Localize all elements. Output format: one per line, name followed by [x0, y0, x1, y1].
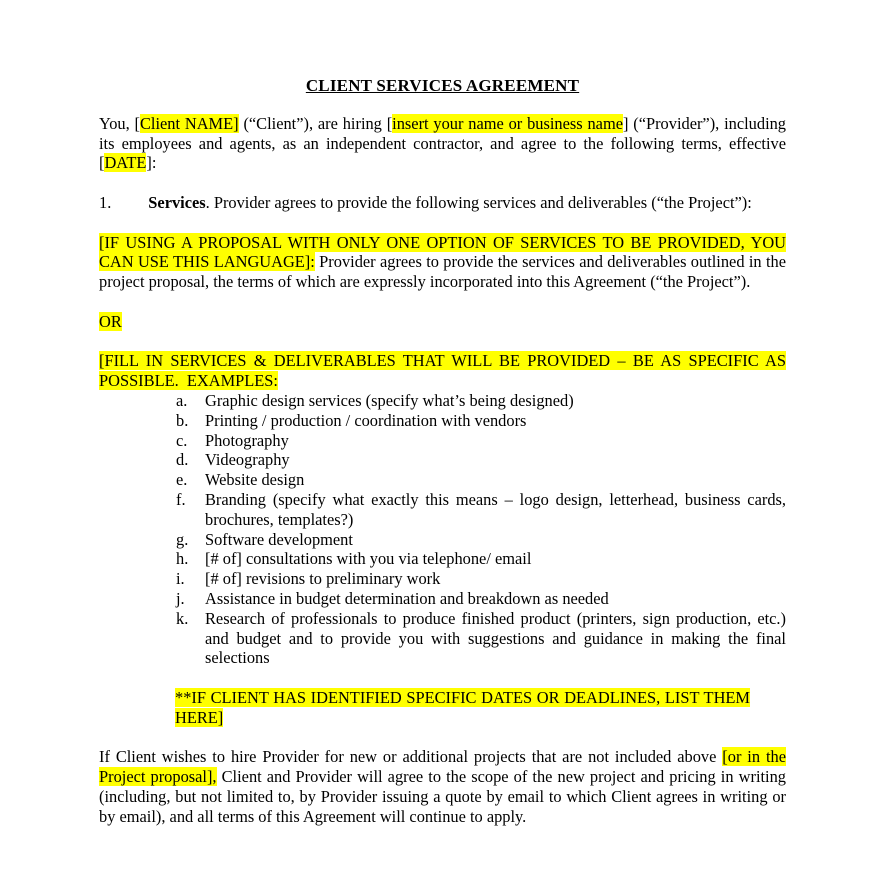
list-item-marker: b. [176, 410, 189, 430]
services-clause-paragraph [99, 193, 786, 213]
text-segment: You, [ [99, 113, 140, 133]
list-item-marker: k. [176, 608, 189, 628]
list-item [99, 391, 786, 411]
list-item-marker: f. [176, 489, 186, 509]
list-item-text: Photography [205, 430, 289, 450]
text-segment: Services [148, 192, 206, 212]
list-item [99, 530, 786, 550]
services-list [99, 391, 786, 668]
text-segment: Client and Provider will agree to the scope of the new project and pricing in writing (including, but not limited to, by Provider issuing a quote by email to which Client agrees in writing or by email), and all terms of this Agreement will continue to apply. [99, 767, 786, 826]
highlighted-placeholder-text: **IF CLIENT HAS IDENTIFIED SPECIFIC DATES OR DEADLINES, LIST THEM HERE] [175, 687, 750, 727]
text-segment: (“Client”), are hiring [ [238, 113, 393, 133]
list-item-marker: i. [176, 569, 185, 589]
deadlines-note [175, 688, 750, 728]
highlighted-placeholder-text: Client NAME] [139, 113, 239, 133]
text-segment: ]: [146, 153, 157, 173]
proposal-option-paragraph [99, 233, 786, 292]
highlighted-placeholder-text: insert your name or business name [392, 113, 623, 133]
list-item [99, 411, 786, 431]
highlighted-placeholder-text: DATE [104, 153, 147, 173]
list-item [99, 609, 786, 668]
list-item-text: Software development [205, 529, 353, 549]
list-item-text: Graphic design services (specify what’s being designed) [205, 390, 574, 410]
additional-projects-paragraph [99, 747, 786, 826]
list-item [99, 490, 786, 530]
text-segment: . Provider agrees to provide the following services and deliverables (“the Project”): [205, 192, 752, 212]
fill-in-services-paragraph [99, 351, 786, 391]
highlighted-placeholder-text: [or in the Project proposal], [99, 747, 786, 787]
highlighted-placeholder-text: OR [99, 311, 122, 331]
text-segment: If Client wishes to hire Provider for new or additional projects that are not included above [99, 747, 723, 767]
list-item-text: Website design [205, 470, 305, 490]
list-item-marker: g. [176, 529, 189, 549]
list-item-marker: c. [176, 430, 188, 450]
list-item [99, 589, 786, 609]
or-divider [99, 312, 786, 332]
list-item-text: Printing / production / coordination with vendors [205, 410, 527, 430]
list-item [99, 569, 786, 589]
text-segment: Provider agrees to provide the services and deliverables outlined in the project proposal, the terms of which are expressly incorporated into this Agreement (“the Project”). [99, 252, 787, 292]
text-segment: ] (“Provider”), including its employees and agents, as an independent contractor, and agree to the following terms, effective [ [99, 113, 787, 173]
list-item-text: [# of] consultations with you via telephone/ email [205, 549, 532, 569]
highlighted-placeholder-text: [IF USING A PROPOSAL WITH ONLY ONE OPTION OF SERVICES TO BE PROVIDED, YOU CAN USE THIS LANGUAGE]: [99, 232, 786, 272]
intro-paragraph [99, 114, 786, 173]
list-item [99, 549, 786, 569]
document-title: CLIENT SERVICES AGREEMENT [305, 76, 580, 95]
list-item-marker: d. [176, 450, 189, 470]
list-item-marker: e. [176, 470, 188, 490]
list-item-marker: j. [176, 588, 185, 608]
highlighted-placeholder-text: [FILL IN SERVICES & DELIVERABLES THAT WILL BE PROVIDED – BE AS SPECIFIC AS POSSIBLE. EXAMPLES: [99, 351, 786, 391]
list-item [99, 431, 786, 451]
list-item-text: Research of professionals to produce finished product (printers, sign production, etc.) and budget and to provide you with suggestions and guidance in making the final selections [205, 608, 786, 668]
list-item-marker: a. [176, 390, 188, 410]
list-item [99, 450, 786, 470]
list-item-text: [# of] revisions to preliminary work [205, 569, 441, 589]
text-segment: 1. [99, 192, 112, 212]
list-item-marker: h. [176, 549, 189, 569]
list-item [99, 470, 786, 490]
list-item-text: Videography [205, 450, 290, 470]
list-item-text: Assistance in budget determination and breakdown as needed [205, 588, 609, 608]
list-item-text: Branding (specify what exactly this means – logo design, letterhead, business cards, brochures, templates?) [205, 489, 786, 529]
